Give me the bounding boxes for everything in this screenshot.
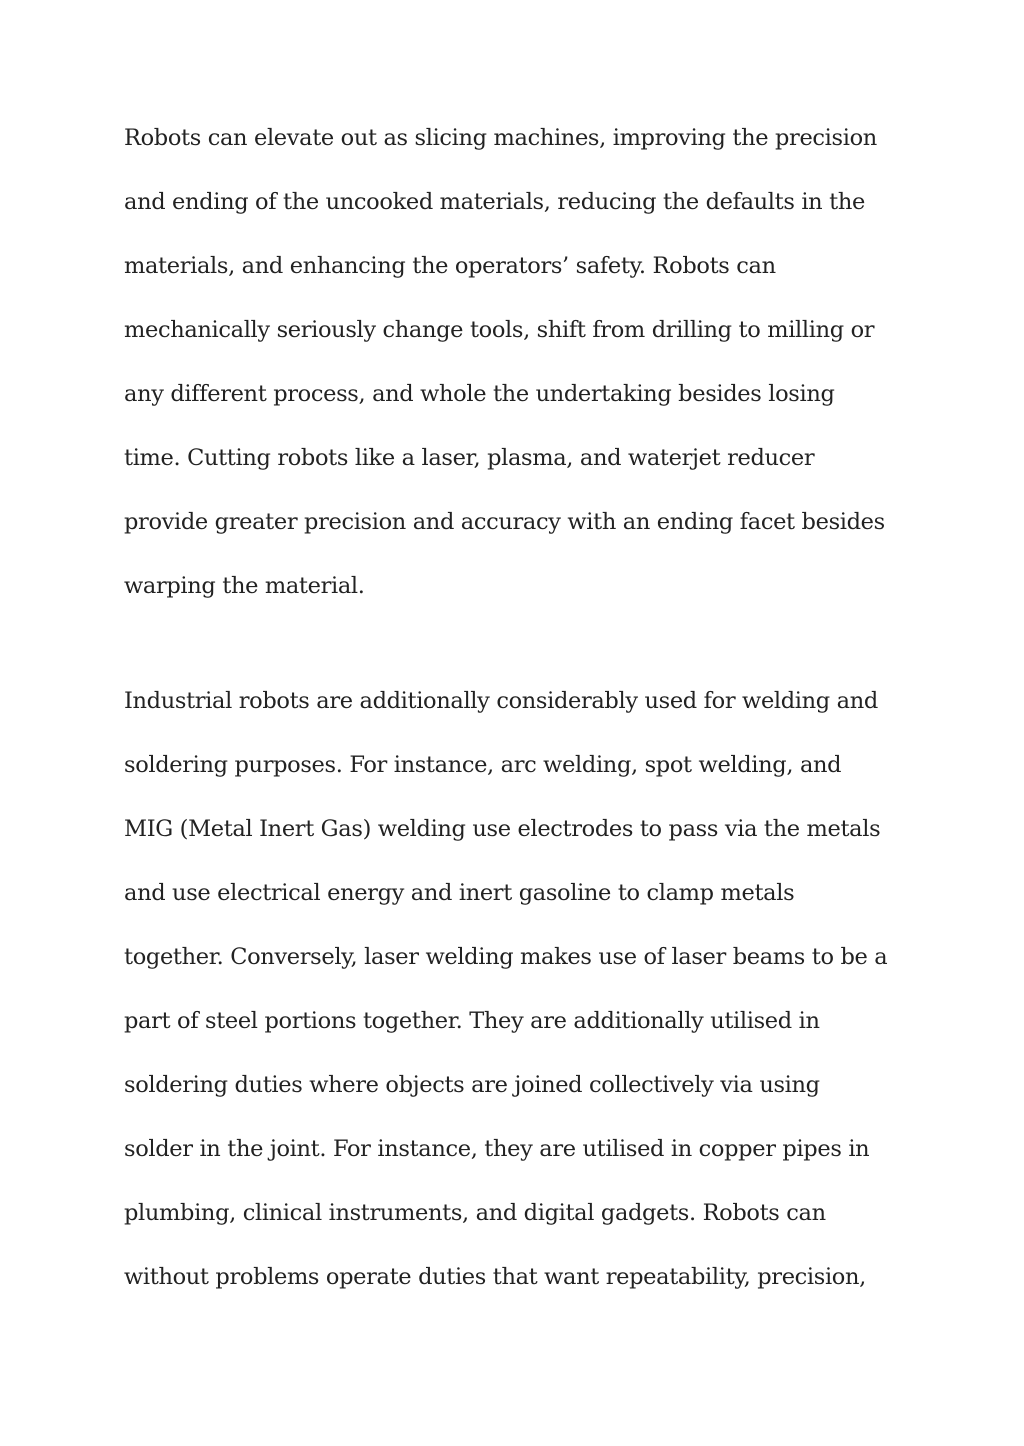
text-line: mechanically seriously change tools, shift from drilling to milling or [124, 317, 875, 343]
text-line: MIG (Metal Inert Gas) welding use electrodes to pass via the metals [124, 816, 881, 842]
text-line: warping the material. [124, 573, 365, 599]
text-line: time. Cutting robots like a laser, plasma, and waterjet reducer [124, 445, 815, 471]
text-line: provide greater precision and accuracy with an ending facet besides [124, 509, 885, 535]
text-line: part of steel portions together. They are additionally utilised in [124, 1008, 820, 1034]
text-line: any different process, and whole the undertaking besides losing [124, 381, 835, 407]
text-line: soldering duties where objects are joined collectively via using [124, 1072, 820, 1098]
text-line: and use electrical energy and inert gasoline to clamp metals [124, 880, 795, 906]
paragraph-welding-robots [124, 683, 914, 1323]
text-line: soldering purposes. For instance, arc welding, spot welding, and [124, 752, 842, 778]
text-line: Industrial robots are additionally considerably used for welding and [124, 688, 878, 714]
text-line: without problems operate duties that want repeatability, precision, [124, 1264, 866, 1290]
text-line: Robots can elevate out as slicing machines, improving the precision [124, 125, 877, 151]
text-line: together. Conversely, laser welding makes use of laser beams to be a [124, 944, 888, 970]
text-line: materials, and enhancing the operators’ safety. Robots can [124, 253, 776, 279]
text-line: plumbing, clinical instruments, and digital gadgets. Robots can [124, 1200, 826, 1226]
paragraph-cutting-robots [124, 120, 914, 632]
text-line: and ending of the uncooked materials, reducing the defaults in the [124, 189, 865, 215]
text-line: solder in the joint. For instance, they are utilised in copper pipes in [124, 1136, 870, 1162]
